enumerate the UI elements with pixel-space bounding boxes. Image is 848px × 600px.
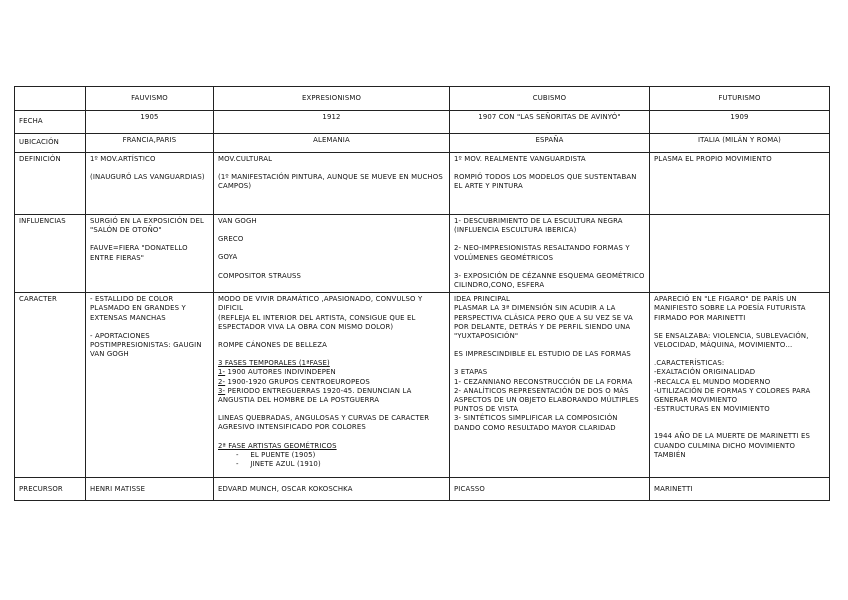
- cell-influencias-fauvismo: [86, 215, 214, 293]
- text-line: 1º MOV. REALMENTE VANGUARDISTA: [454, 155, 586, 163]
- cell-influencias-expresionismo: [214, 215, 450, 293]
- section-title: 2ª FASE ARTISTAS GEOMÉTRICOS: [218, 441, 337, 450]
- row-definicion: [15, 153, 830, 215]
- section-title: 3 ETAPAS: [454, 368, 488, 377]
- cell-precursor-fauvismo: HENRI MATISSE: [86, 478, 214, 501]
- row-label-caracter: CARACTER: [15, 293, 86, 478]
- cell-fecha-expresionismo: 1912: [214, 111, 450, 134]
- list-item: -UTILIZACIÓN DE FORMAS Y COLORES PARA GENERAR MOVIMIENTO: [654, 386, 811, 405]
- list-item: 1- CEZANNIANO RECONSTRUCCIÓN DE LA FORMA: [454, 377, 633, 386]
- text-line: (1º MANIFESTACIÓN PINTURA, AUNQUE SE MUEVE EN MUCHOS CAMPOS): [218, 173, 443, 191]
- column-header-fauvismo: FAUVISMO: [86, 87, 214, 111]
- text-line: GRECO: [218, 235, 244, 244]
- list-item: [218, 368, 445, 377]
- cell-fecha-futurismo: 1909: [650, 111, 830, 134]
- row-ubicacion: [15, 134, 830, 153]
- row-precursor: [15, 478, 830, 501]
- row-label-precursor: PRECURSOR: [15, 478, 86, 501]
- text-line: VAN GOGH: [218, 217, 257, 225]
- row-label-definicion: DEFINICIÓN: [15, 153, 86, 215]
- text-line: LINEAS QUEBRADAS, ANGULOSAS Y CURVAS DE CARACTER AGRESIVO INTENSIFICADO POR COLORES: [218, 414, 430, 432]
- list-number: 1-: [218, 368, 226, 377]
- cell-ubicacion-fauvismo: FRANCIA,PARIS: [86, 134, 214, 153]
- cell-precursor-expresionismo: EDVARD MUNCH, OSCAR KOKOSCHKA: [214, 478, 450, 501]
- list-text: 1900-1920 GRUPOS CENTROEUROPEOS: [225, 377, 370, 386]
- list-item: - EL PUENTE (1905): [236, 450, 316, 459]
- list-item: 2- ANALÍTICOS REPRESENTACIÓN DE DOS O MÁS ASPECTOS DE UN OBJETO ELABORANDO MÚLTIPLES PUNTOS DE VISTA: [454, 386, 639, 414]
- text-line: (REFLEJA EL INTERIOR DEL ARTISTA, CONSIGUE QUE EL ESPECTADOR VIVA LA OBRA CON MISMO DOLOR): [218, 313, 416, 331]
- list-item: -EXALTACIÓN ORIGINALIDAD: [654, 368, 756, 377]
- row-label-fecha: FECHA: [15, 111, 86, 134]
- text-line: MODO DE VIVIR DRAMÁTICO ,APASIONADO, CONVULSO Y DIFICIL: [218, 295, 423, 313]
- text-line: APARECIÓ EN "LE FIGARO" DE PARÍS UN MANIFIESTO SOBRE LA POESÍA FUTURISTA FIRMADO POR MARINETTI: [654, 295, 806, 322]
- row-caracter: [15, 293, 830, 478]
- text-line: COMPOSITOR STRAUSS: [218, 271, 302, 280]
- text-line: PLASMAR LA 3ª DIMENSIÓN SIN ACUDIR A LA PERSPECTIVA CLÁSICA PERO QUE A SU VEZ SE VA POR DELANTE, DETRÁS Y DE PERFIL SIENDO UNA "YUXTAPOSICIÓN": [454, 304, 633, 341]
- cell-caracter-expresionismo: [214, 293, 450, 478]
- text-line: - ESTALLIDO DE COLOR PLASMADO EN GRANDES Y EXTENSAS MANCHAS: [90, 295, 186, 322]
- text-line: - APORTACIONES POSTIMPRESIONISTAS: GAUGIN: [90, 331, 202, 350]
- cell-precursor-futurismo: MARINETTI: [650, 478, 830, 501]
- list-text: PERIODO ENTREGUERRAS 1920-45. DENUNCIAN LA ANGUSTIA DEL HOMBRE DE LA POSTGUERRA: [218, 386, 412, 405]
- cell-definicion-fauvismo: [86, 153, 214, 215]
- row-fecha: [15, 111, 830, 134]
- text-line: ROMPIÓ TODOS LOS MODELOS QUE SUSTENTABAN EL ARTE Y PINTURA: [454, 173, 637, 191]
- cell-definicion-futurismo: [650, 153, 830, 215]
- cell-precursor-cubismo: PICASSO: [450, 478, 650, 501]
- section-title: .CARACTERÍSTICAS:: [654, 359, 725, 368]
- cell-caracter-fauvismo: [86, 293, 214, 478]
- cell-fecha-fauvismo: 1905: [86, 111, 214, 134]
- text-line: PLASMA EL PROPIO MOVIMIENTO: [654, 155, 772, 163]
- cell-ubicacion-futurismo: ITALIA (MILÁN Y ROMA): [650, 134, 830, 153]
- list-item: 3- SINTÉTICOS SIMPLIFICAR LA COMPOSICIÓN DANDO COMO RESULTADO MAYOR CLARIDAD: [454, 414, 618, 432]
- text-line: 2- NEO-IMPRESIONISTAS RESALTANDO FORMAS Y VOLÚMENES GEOMÉTRICOS: [454, 244, 630, 262]
- list-item: -ESTRUCTURAS EN MOVIMIENTO: [654, 405, 770, 414]
- column-header-futurismo: FUTURISMO: [650, 87, 830, 111]
- cell-ubicacion-expresionismo: ALEMANIA: [214, 134, 450, 153]
- list-item: -RECALCA EL MUNDO MODERNO: [654, 377, 771, 386]
- section-title: IDEA PRINCIPAL: [454, 295, 510, 304]
- text-line: FAUVE=FIERA "DONATELLO ENTRE FIERAS": [90, 244, 188, 262]
- list-item: - JINETE AZUL (1910): [236, 460, 321, 469]
- text-line: 1- DESCUBRIMIENTO DE LA ESCULTURA NEGRA (INFLUENCIA ESCULTURA IBERICA): [454, 217, 623, 235]
- cell-definicion-expresionismo: [214, 153, 450, 215]
- text-line: VAN GOGH: [90, 350, 129, 359]
- text-line: ROMPE CÁNONES DE BELLEZA: [218, 341, 328, 350]
- row-label-influencias: INFLUENCIAS: [15, 215, 86, 293]
- cell-influencias-futurismo: [650, 215, 830, 293]
- text-line: SE ENSALZABA: VIOLENCIA, SUBLEVACIÓN, VELOCIDAD, MÁQUINA, MOVIMIENTO…: [654, 331, 809, 350]
- text-line: ES IMPRESCINDIBLE EL ESTUDIO DE LAS FORMAS: [454, 350, 631, 359]
- row-label-ubicacion: UBICACIÓN: [15, 134, 86, 153]
- text-line: (INAUGURÓ LAS VANGUARDIAS): [90, 173, 205, 182]
- cell-definicion-cubismo: [450, 153, 650, 215]
- text-line: 1944 AÑO DE LA MUERTE DE MARINETTI ES CUANDO CULMINA DICHO MOVIMIENTO TAMBIÉN: [654, 432, 810, 459]
- section-title: 3 FASES TEMPORALES (1ªFASE): [218, 359, 330, 368]
- cell-caracter-futurismo: [650, 293, 830, 478]
- column-header-expresionismo: EXPRESIONISMO: [214, 87, 450, 111]
- list-item: [218, 387, 445, 405]
- art-movements-table: [14, 86, 830, 501]
- text-line: SURGIÓ EN LA EXPOSICIÓN DEL "SALÓN DE OTOÑO": [90, 217, 205, 235]
- text-line: GOYA: [218, 253, 238, 262]
- list-number: 2-: [218, 377, 226, 386]
- cell-caracter-cubismo: [450, 293, 650, 478]
- cell-fecha-cubismo: 1907 CON "LAS SEÑORITAS DE AVINYÓ": [450, 111, 650, 134]
- cell-influencias-cubismo: [450, 215, 650, 293]
- text-line: MOV.CULTURAL: [218, 155, 273, 163]
- list-item: [218, 378, 445, 387]
- header-row: [15, 87, 830, 111]
- list-text: EL PUENTE (1905): [250, 450, 316, 459]
- text-line: 1º MOV.ARTÍSTICO: [90, 155, 156, 163]
- cell-ubicacion-cubismo: ESPAÑA: [450, 134, 650, 153]
- text-line: 3- EXPOSICIÓN DE CÉZANNE ESQUEMA GEOMÉTRICO CILINDRO,CONO, ESFERA: [454, 271, 645, 290]
- column-header-cubismo: CUBISMO: [450, 87, 650, 111]
- corner-cell: [15, 87, 86, 111]
- list-number: 3-: [218, 386, 226, 395]
- list-text: 1900 AUTORES INDIVINDEPEN: [225, 368, 336, 377]
- row-influencias: [15, 215, 830, 293]
- list-text: JINETE AZUL (1910): [250, 460, 321, 469]
